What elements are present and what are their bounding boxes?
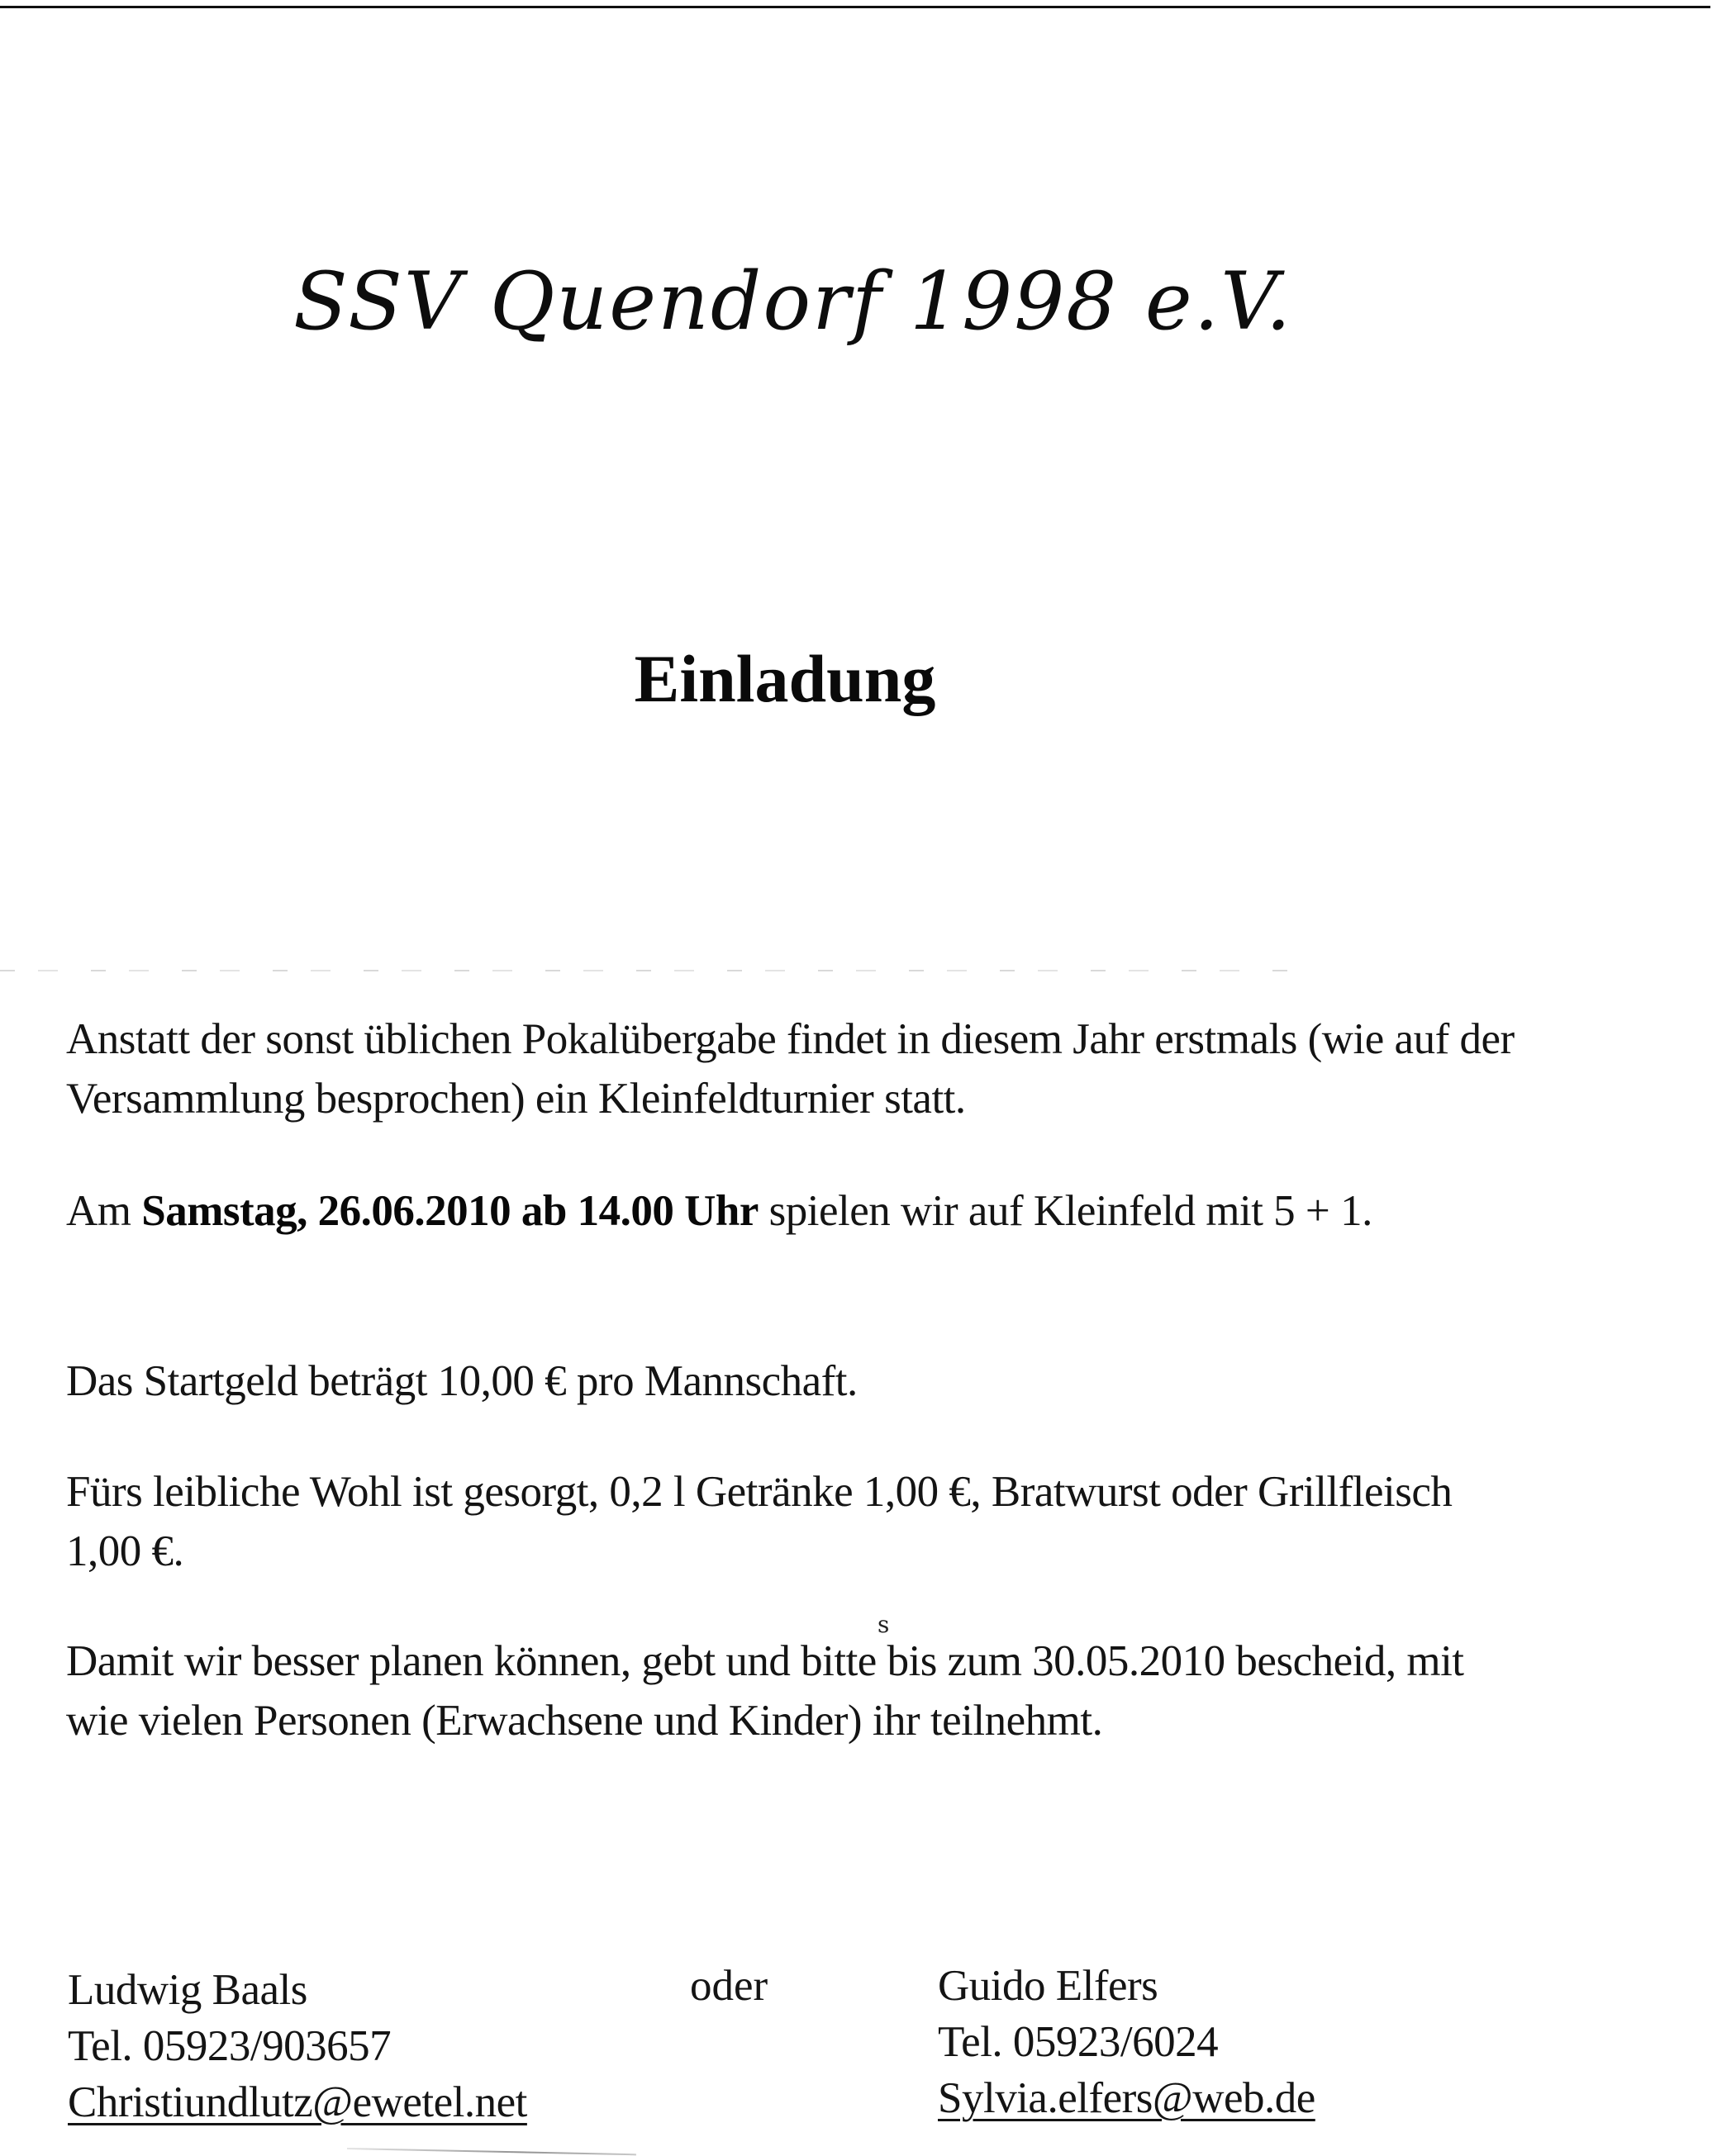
- top-border-line: [0, 6, 1710, 8]
- date-prefix: Am: [66, 1187, 142, 1235]
- paragraph-registration: Damit wir besser planen können, gebt und bitte bis zum 30.05.2010 bescheid, mit wie vielen Personen (Erwachsene und Kinder) ihr teilnehmt.: [66, 1637, 1464, 1745]
- document-heading: Einladung: [634, 641, 936, 716]
- club-title: SSV Quendorf 1998 e.V.: [293, 255, 1293, 348]
- paragraph-catering: Fürs leibliche Wohl ist gesorgt, 0,2 l Getränke 1,00 €, Bratwurst oder Grillfleisch 1,00 €.: [66, 1468, 1453, 1575]
- contact-separator: oder: [690, 1962, 768, 2010]
- contact-email-link[interactable]: Christiundlutz@ewetel.net: [68, 2078, 527, 2126]
- contact-name: Guido Elfers: [938, 1962, 1158, 2010]
- date-time-highlight: Samstag, 26.06.2010 ab 14.00 Uhr: [141, 1187, 759, 1235]
- contact-name: Ludwig Baals: [68, 1966, 307, 2014]
- paragraph-entry-fee: Das Startgeld beträgt 10,00 € pro Mannschaft.: [66, 1357, 858, 1405]
- scan-artifact-stroke: [347, 2148, 636, 2155]
- contact-phone: Tel. 05923/6024: [938, 2018, 1219, 2066]
- contact-guido-elfers: [938, 1958, 1315, 2126]
- date-suffix: spielen wir auf Kleinfeld mit 5 + 1.: [758, 1187, 1372, 1235]
- paragraph-date: [66, 1181, 1520, 1241]
- contact-phone: Tel. 05923/903657: [68, 2022, 392, 2070]
- contact-email-link[interactable]: Sylvia.elfers@web.de: [938, 2074, 1315, 2122]
- scan-artifact-line: [0, 970, 1289, 971]
- contact-ludwig-baals: [68, 1962, 527, 2130]
- paragraph-intro: Anstatt der sonst üblichen Pokalübergabe findet in diesem Jahr erstmals (wie auf der Versammlung besprochen) ein Kleinfeldturnier statt.: [66, 1015, 1515, 1123]
- handwritten-correction-mark: s: [878, 1611, 890, 1638]
